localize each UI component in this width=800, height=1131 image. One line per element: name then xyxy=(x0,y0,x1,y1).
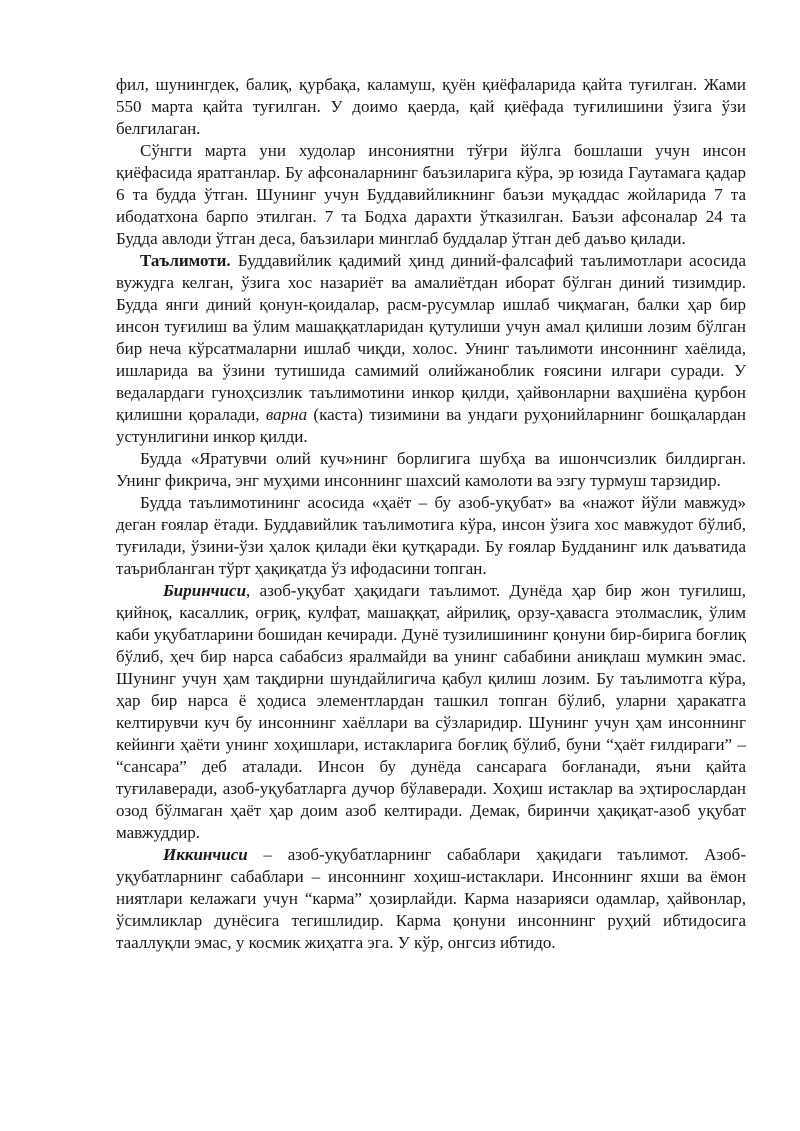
paragraph-last-incarnation: Сўнгги марта уни худолар инсониятни тўғри йўлга бошлаши учун инсон қиёфасида яратганлар. Бу афсоналарнинг баъзиларига кўра, эр юзида Гаутамага қадар 6 та будда ўтган. Шунинг учун Буддавийликнинг баъзи муқаддас жойларида 7 та ибодатхона барпо этилган. 7 та Бодха дарахти ўтказилган. Баъзи афсоналар 24 та Будда авлоди ўтган деса, баъзилари минглаб буддалар ўтган деб даъво қилади. xyxy=(116,141,746,248)
paragraph-reincarnation: фил, шунингдек, балиқ, қурбақа, каламуш, қуён қиёфаларида қайта туғилган. Жами 550 марта қайта туғилган. У доимо қаерда, қай қиёфада туғилишини ўзига ўзи белгилаган. xyxy=(116,75,746,138)
paragraph-four-truths-intro: Будда таълимотининг асосида «ҳаёт – бу азоб-уқубат» ва «нажот йўли мавжуд» деган ғоялар ётади. Буддавийлик таълимотига кўра, инсон ўзига хос мавжудот бўлиб, туғилади, ўзини-ўзи ҳалок қилади ёки қутқаради. Бу ғоялар Будданинг илк даъватида таърибланган тўрт ҳақиқатда ўз ифодасини топган. xyxy=(116,493,746,578)
heading-first-truth: Биринчиси xyxy=(163,581,247,600)
paragraph-first-truth-body: , азоб-уқубат ҳақидаги таълимот. Дунёда ҳар бир жон туғилиш, қийноқ, касаллик, оғриқ, кулфат, машаққат, айрилиқ, орзу-ҳавасга этолмаслик, ўлим каби уқубатларини бошидан кечиради. Дунё тузилишининг қонуни бир-бирига боғлиқ бўлиб, ҳеч бир нарса сабабсиз яралмайди ва унинг сабабини аниқлаш мумкин эмас. Шунинг учун ҳам тақдирни шундайлигича қабул қилиш лозим. Бу таълимотга кўра, ҳар бир нарса ё ҳодиса элементлардан ташкил топган бўлиб, уларни ҳаракатга келтирувчи куч бу инсоннинг хаёллари ва сўзларидир. Шунинг учун ҳам инсоннинг кейинги ҳаёти унинг хоҳишлари, истакларига боғлиқ бўлиб, буни “ҳаёт ғилдираги” – “сансара” деб аталади. Инсон бу дунёда сансарага боғланади, яъни қайта туғилаверади, азоб-уқубатларга дучор бўлаверади. Хоҳиш истаклар ва эҳтирослардан озод бўлмаган ҳаёт ҳар доим азоб келтиради. Демак, биринчи ҳақиқат-азоб уқубат мавжуддир. xyxy=(116,581,746,842)
term-varna: варна xyxy=(265,405,308,424)
paragraph-teaching-tail: (каста) тизимини ва ундаги руҳонийларнинг бошқалардан устунлигини инкор қилди. xyxy=(116,405,746,446)
heading-second-truth: Иккинчиси xyxy=(163,845,248,864)
paragraph-first-truth xyxy=(116,580,746,844)
document-page xyxy=(116,74,746,954)
paragraph-creator-doubt: Будда «Яратувчи олий куч»нинг борлигига шубҳа ва ишончсизлик билдирган. Унинг фикрича, энг муҳими инсоннинг шахсий камолоти ва эзгу турмуш тарзидир. xyxy=(116,449,746,490)
paragraph-teaching xyxy=(116,250,746,448)
heading-teaching: Таълимоти. xyxy=(140,251,231,270)
paragraph-teaching-body: Буддавийлик қадимий ҳинд диний-фалсафий таълимотлари асосида вужудга келган, ўзига хос назариёт ва амалиётдан иборат бўлган диний тизимдир. Будда янги диний қонун-қоидалар, расм-русумлар ишлаб чиқмаган, балки ҳар бир инсон туғилиш ва ўлим машаққатларидан қутулиши учун амал қилиши лозим бўлган бир неча кўрсатмаларни ишлаб чиқди, холос. Унинг таълимоти инсоннинг хаёлида, ишларида ва ўзини тутишида самимий олийжаноблик ғоясини илгари суради. У ведалардаги гуноҳсизлик таълимотини инкор қилди, ҳайвонларни ваҳшиёна қурбон қилишни қоралади, xyxy=(116,251,746,424)
paragraph-second-truth xyxy=(116,844,746,954)
paragraph-second-truth-body: – азоб-уқубатларнинг сабаблари ҳақидаги таълимот. Азоб-уқубатларнинг сабаблари – инсоннинг хоҳиш-истаклари. Инсоннинг яхши ва ёмон ниятлари келажаги учун “карма” ҳозирлайди. Карма назарияси одамлар, ҳайвонлар, ўсимликлар дунёсига тегишлидир. Карма қонуни инсоннинг руҳий ибтидосига тааллуқли эмас, у космик жиҳатга эга. У кўр, онгсиз ибтидо. xyxy=(116,845,746,952)
